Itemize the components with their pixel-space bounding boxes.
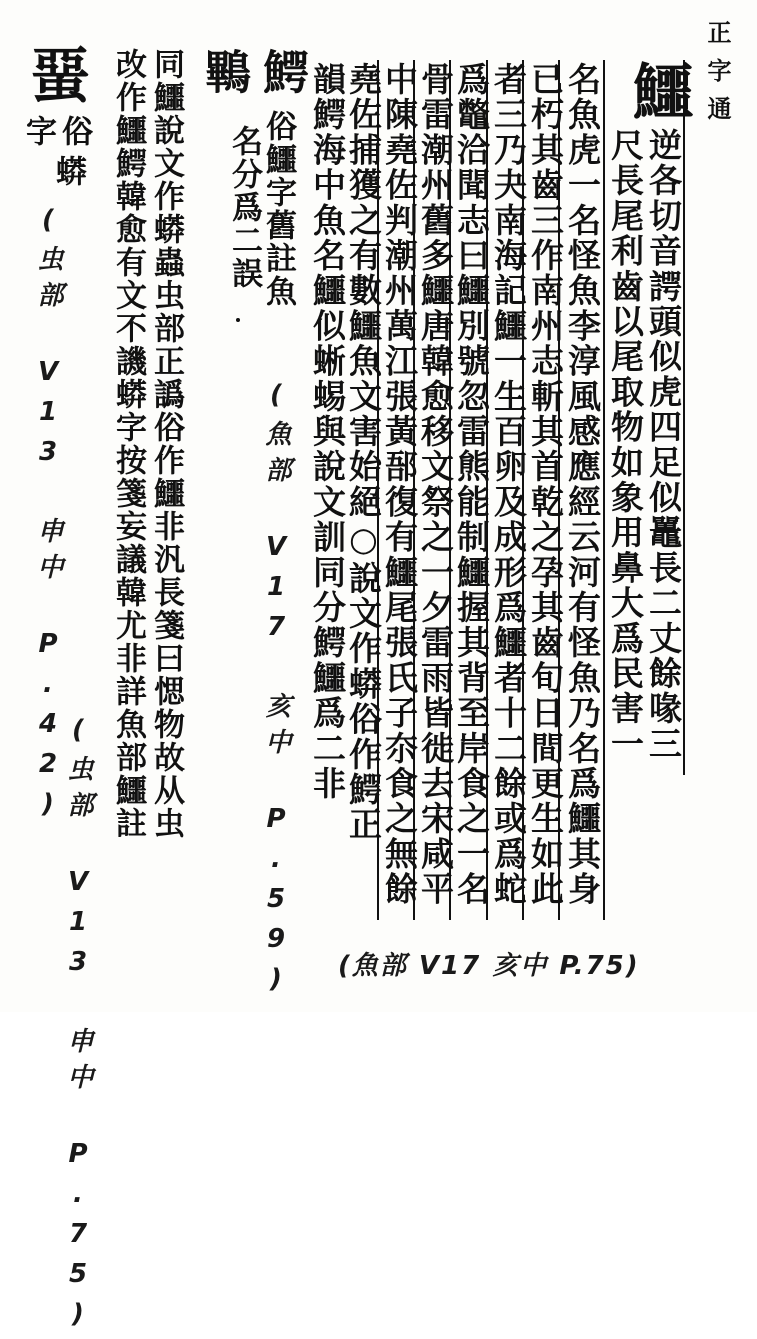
entry-text-column: 堯佐捕獲之有數鱷魚文害始絕○說文作蟒俗作鰐正 (344, 62, 383, 843)
separator-mark (236, 318, 240, 322)
entry-text-column: 爲鼈洽聞志曰鱷別號忽雷熊能制鱷握其背至岸食之一名 (452, 62, 491, 907)
handwritten-reference: (虫部 V13 申中 P.75) (63, 715, 93, 1339)
handwritten-reference: (魚部 V17 亥中 P.75) (338, 951, 640, 981)
entry-text-column: 逆各切音諤頭似虎四足似鼉長二丈餘喙三 (644, 128, 683, 762)
entry-text-column: 骨雷潮州舊多鱷唐韓愈移文祭之一夕雷雨皆徙去宋咸平 (416, 62, 455, 907)
entry-note: 俗 (56, 115, 92, 148)
entry-text-column: 已朽其齒三作南州志斬其首乾之孕其齒旬日間更生如此 (526, 62, 565, 907)
entry-text-column: 尺長尾利齒以尾取物如象用鼻大爲民害一 (606, 128, 645, 762)
entry-note: 蟒 (50, 155, 86, 188)
column-rule (603, 60, 605, 920)
entry-text-column: 者三乃夬南海記鱷一生百卵及成形爲鱷者十二餘或爲蛇 (489, 62, 528, 907)
entry-text-column: 改作鱷鰐韓愈有文不譏蟒字按箋妄議韓尤非詳魚部鱷註 (110, 48, 146, 840)
handwritten-reference: (魚部 V17 亥中 P.59) (261, 380, 291, 1004)
entry-headword-variant: 鷝 (198, 48, 252, 96)
entry-headword: 蝁 (20, 44, 90, 108)
running-head: 正字通 (703, 20, 732, 134)
column-rule (683, 60, 685, 775)
entry-headword: 鱷 (623, 60, 693, 124)
entry-note: 字 (20, 115, 56, 148)
entry-text-column: 俗鱷字舊註魚 (260, 110, 296, 308)
entry-headword: 鰐 (256, 48, 310, 96)
entry-text-column: 韻鰐海中魚名鱷似蜥蜴與說文訓同分鰐鱷爲二非 (308, 62, 347, 802)
entry-text-column: 名分爲二誤 (226, 125, 262, 290)
entry-text-column: 同鱷說文作蟒蟲虫部正譌俗作鱷非汎長箋曰愢物故从虫 (148, 48, 184, 840)
entry-text-column: 中陳堯佐判潮州萬江張黃郚復有鱷尾張氏子夵食之無餘 (380, 62, 419, 907)
handwritten-reference: (虫部 V13 申中 P.42) (33, 205, 63, 829)
entry-text-column: 名魚虎一名怪魚李淳風感應經云河有怪魚乃名爲鱷其身 (563, 62, 602, 907)
